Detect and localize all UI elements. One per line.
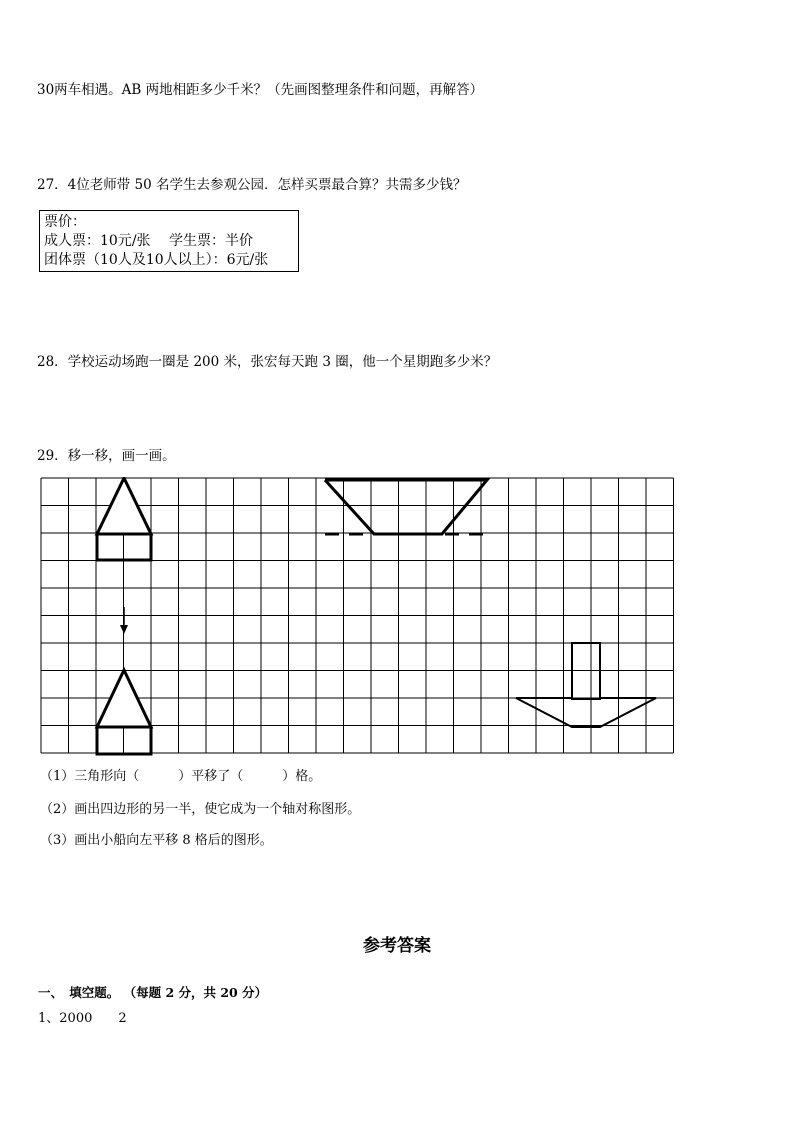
question-27: 27．4位老师带 50 名学生去参观公园．怎样买票最合算？共需多少钱？ (37, 177, 467, 193)
price-box-heading: 票价： (44, 214, 86, 230)
price-box-adult-student: 成人票：10元/张 学生票：半价 (44, 233, 253, 249)
answer-item-1: 1、2000 2 (38, 1011, 127, 1026)
q29-sub-1: （1）三角形向（ ）平移了（ ）格。 (40, 769, 322, 784)
half-trapezoid-shape (325, 480, 487, 534)
boat-shape (516, 643, 656, 727)
translation-arrow (120, 607, 128, 634)
q29-sub-3: （3）画出小船向左平移 8 格后的图形。 (40, 833, 273, 848)
price-box-group: 团体票（10人及10人以上）：6元/张 (44, 252, 269, 268)
question-28: 28．学校运动场跑一圈是 200 米，张宏每天跑 3 圈，他一个星期跑多少米？ (37, 354, 498, 370)
ticket-price-box (39, 210, 299, 272)
answer-section-heading: 一、 填空题。 （每题 2 分，共 20 分） (38, 985, 268, 1000)
drawing-grid (40, 477, 690, 759)
question-26-tail: 30两车相遇。AB 两地相距多少千米？（先画图整理条件和问题，再解答） (37, 82, 484, 98)
q29-sub-2: （2）画出四边形的另一半，使它成为一个轴对称图形。 (40, 802, 361, 817)
answer-title: 参考答案 (363, 936, 431, 956)
question-29: 29．移一移，画一画。 (37, 448, 176, 464)
